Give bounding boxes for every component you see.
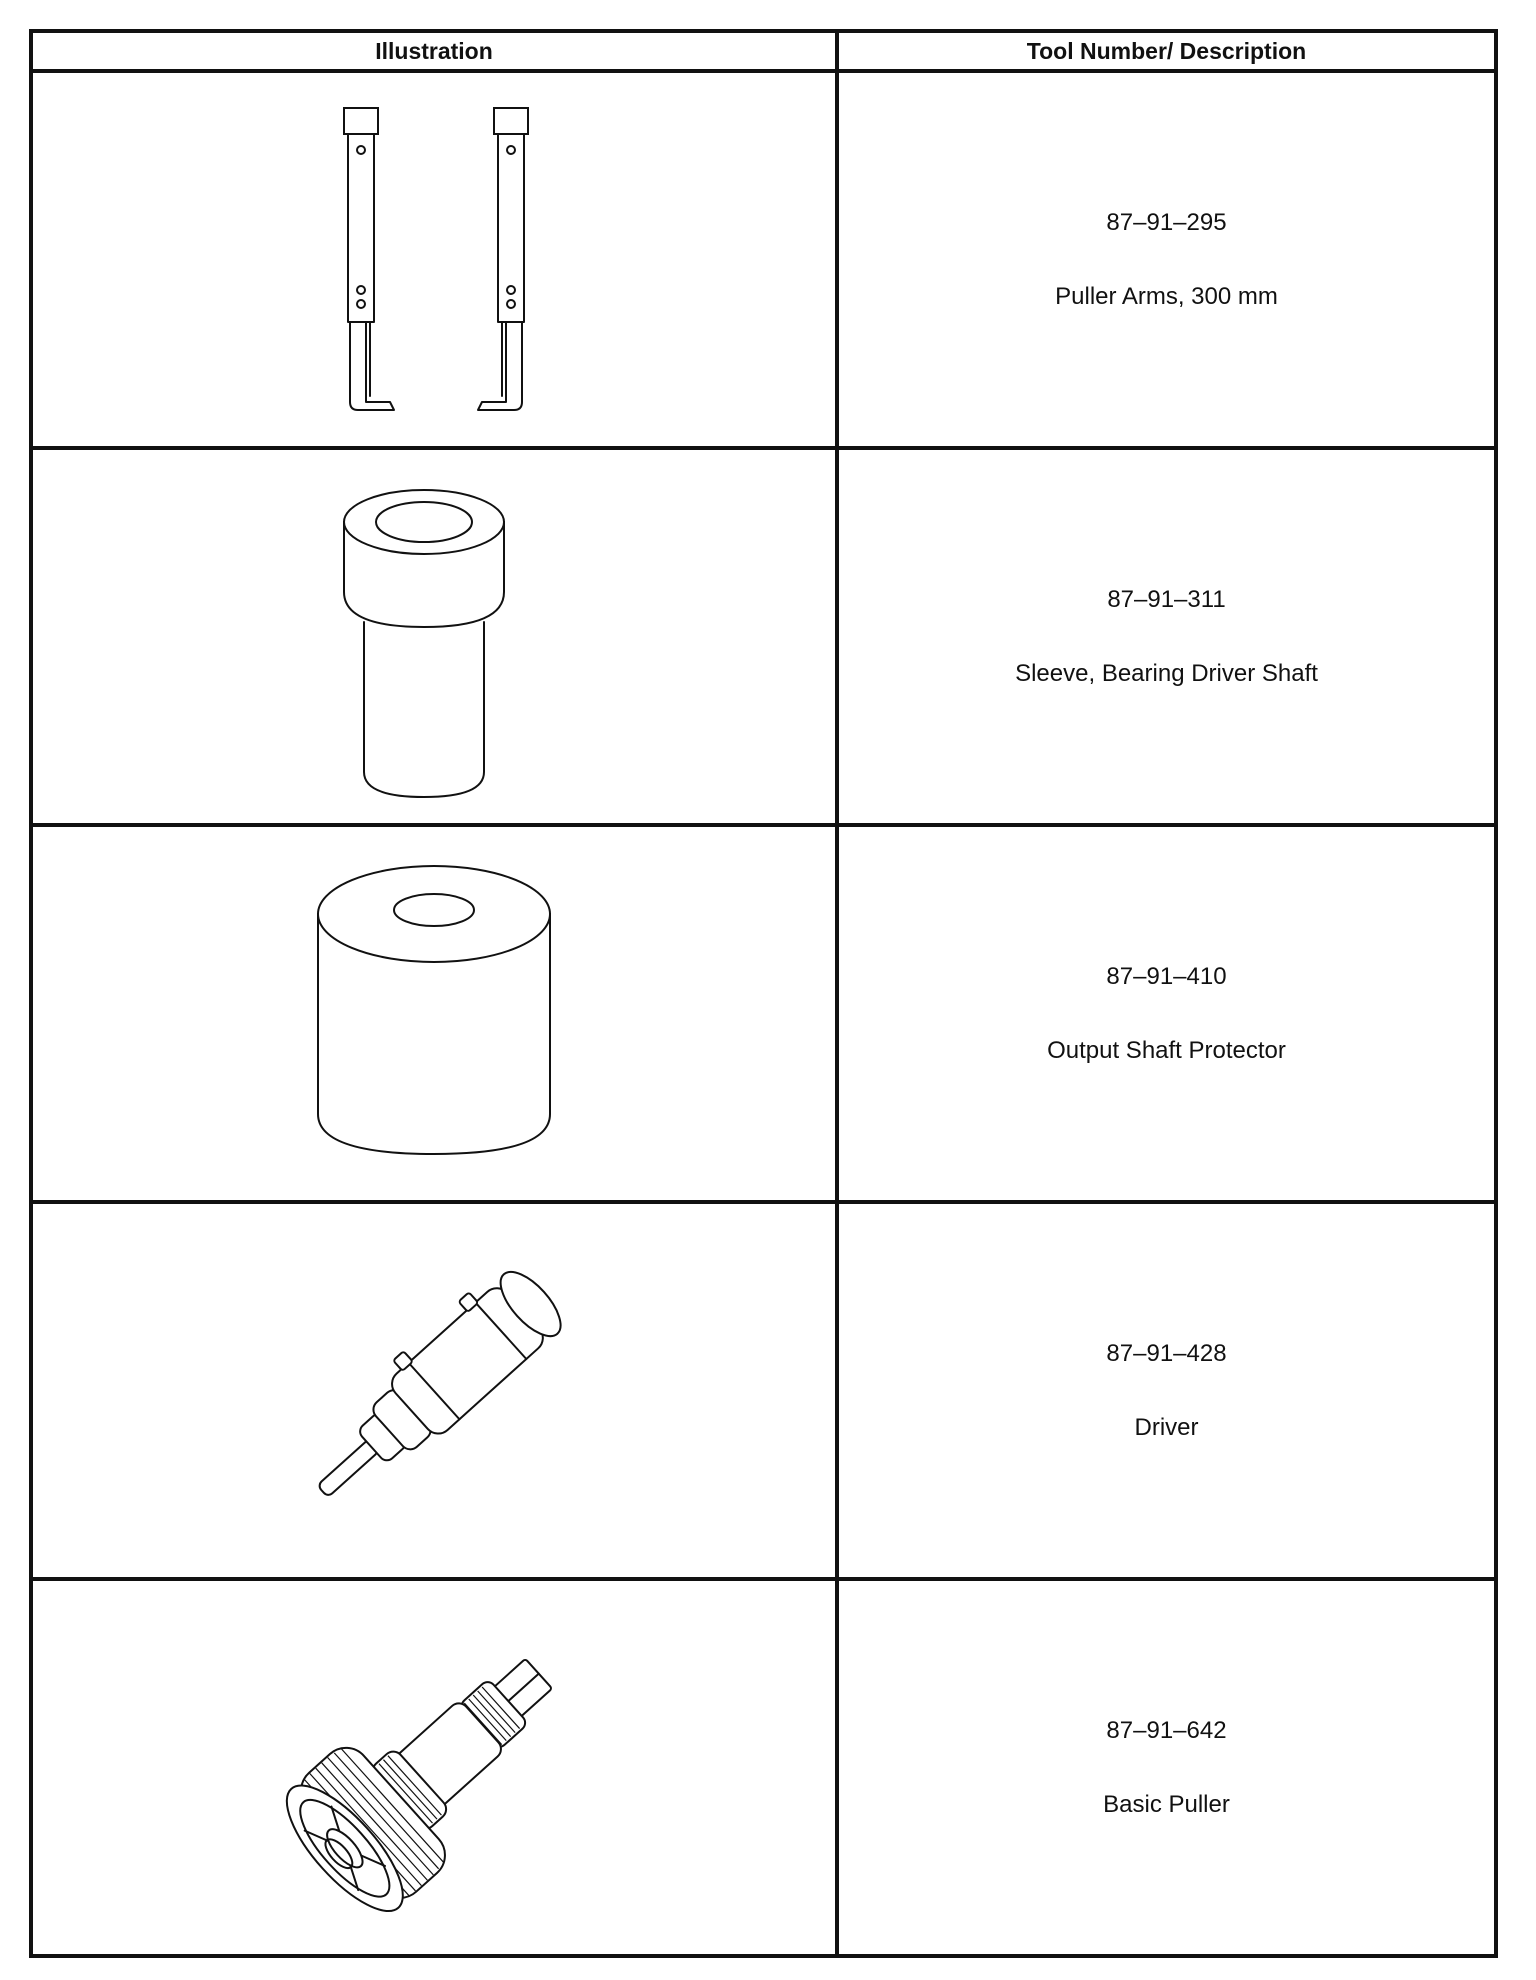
basic-puller-icon xyxy=(274,1598,594,1938)
tool-number: 87–91–410 xyxy=(1106,962,1227,990)
description-cell xyxy=(837,71,1496,448)
puller-arms-icon xyxy=(304,90,564,430)
tool-description: Basic Puller xyxy=(1103,1790,1230,1818)
shaft-protector-icon xyxy=(304,854,564,1174)
header-row xyxy=(31,31,1496,71)
illustration-cell xyxy=(31,1579,837,1956)
tool-number: 87–91–642 xyxy=(1106,1716,1227,1744)
tool-description: Driver xyxy=(1134,1413,1199,1441)
tool-table xyxy=(29,29,1498,1958)
tool-number: 87–91–428 xyxy=(1106,1339,1227,1367)
illustration-cell xyxy=(31,825,837,1202)
description-header: Tool Number/ Description xyxy=(837,31,1496,71)
illustration-header: Illustration xyxy=(31,31,837,71)
tool-description: Output Shaft Protector xyxy=(1047,1036,1286,1064)
table-row xyxy=(31,1579,1496,1956)
sleeve-icon xyxy=(324,472,544,802)
description-cell xyxy=(837,448,1496,825)
description-cell xyxy=(837,1202,1496,1579)
description-cell xyxy=(837,1579,1496,1956)
table-row xyxy=(31,825,1496,1202)
illustration-cell xyxy=(31,448,837,825)
tool-description: Puller Arms, 300 mm xyxy=(1055,282,1278,310)
illustration-cell xyxy=(31,1202,837,1579)
illustration-cell xyxy=(31,71,837,448)
table-row xyxy=(31,1202,1496,1579)
table-row xyxy=(31,71,1496,448)
table-row xyxy=(31,448,1496,825)
description-cell xyxy=(837,825,1496,1202)
tool-description: Sleeve, Bearing Driver Shaft xyxy=(1015,659,1318,687)
tool-number: 87–91–311 xyxy=(1107,585,1226,613)
tool-number: 87–91–295 xyxy=(1106,208,1227,236)
driver-icon xyxy=(274,1231,594,1551)
